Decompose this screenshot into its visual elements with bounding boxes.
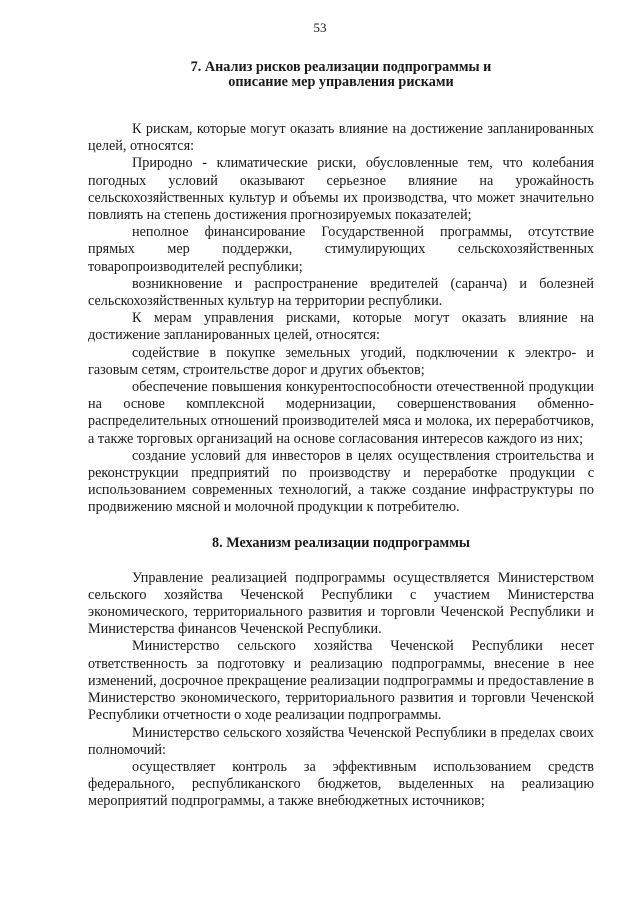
- section-7-paragraph-6: содействие в покупке земельных угодий, подключении к электро- и газовым сетям, строительстве дорог и других объектов;: [88, 344, 594, 378]
- section-8-paragraph-2: Министерство сельского хозяйства Чеченской Республики несет ответственность за подготовку и реализацию подпрограммы, внесение в нее изменений, досрочное прекращение реализации подпрограммы и предоставление в Министерство экономического, территориального развития и торговли Чеченской Республики отчетности о ходе реализации подпрограммы.: [88, 638, 594, 724]
- section-8-heading: 8. Механизм реализации подпрограммы: [212, 534, 470, 551]
- page-content: [88, 60, 594, 811]
- section-7-paragraph-8: создание условий для инвесторов в целях осуществления строительства и реконструкции предприятий по производству и переработке продукции с использованием современных технологий, а также создание инфраструктуры по продвижению мясной и молочной продукции к потребителю.: [88, 447, 594, 516]
- section-7-paragraph-3: неполное финансирование Государственной программы, отсутствие прямых мер поддержки, стимулирующих сельскохозяйственных товаропроизводителей республики;: [88, 224, 594, 275]
- section-7-paragraph-5: К мерам управления рисками, которые могут оказать влияние на достижение запланированных целей, относятся:: [88, 310, 594, 344]
- section-7-heading-line-1: 7. Анализ рисков реализации подпрограммы и: [190, 59, 492, 75]
- section-7-paragraph-7: обеспечение повышения конкурентоспособности отечественной продукции на основе комплексной модернизации, совершенствования обменно-распределительных отношений производителей мяса и молока, их переработчиков, а также торговых организаций на основе согласования интересов каждого из них;: [88, 379, 594, 447]
- page-number: 53: [313, 20, 327, 35]
- section-7-heading: [88, 60, 594, 90]
- section-7-paragraph-4: возникновение и распространение вредителей (саранча) и болезней сельскохозяйственных культур на территории республики.: [88, 275, 594, 310]
- section-8-paragraph-3: Министерство сельского хозяйства Чеченской Республики в пределах своих полномочий:: [88, 724, 594, 758]
- section-7-paragraph-2: Природно - климатические риски, обусловленные тем, что колебания погодных условий оказывают серьезное влияние на урожайность сельскохозяйственных культур и объемы их производства, что может значительно повлиять на степень достижения прогнозируемых показателей;: [88, 155, 594, 224]
- section-8-paragraph-4: осуществляет контроль за эффективным использованием средств федерального, республиканского бюджетов, выделенных на реализацию мероприятий подпрограммы, а также внебюджетных источников;: [88, 758, 594, 810]
- section-8-paragraph-1: Управление реализацией подпрограммы осуществляется Министерством сельского хозяйства Чеченской Республики с участием Министерства экономического, территориального развития и торговли Чеченской Республики и Министерства финансов Чеченской Республики.: [88, 569, 594, 638]
- section-7-paragraph-1: К рискам, которые могут оказать влияние на достижение запланированных целей, относятся:: [88, 121, 594, 155]
- section-7-heading-line-2: описание мер управления рисками: [228, 74, 454, 90]
